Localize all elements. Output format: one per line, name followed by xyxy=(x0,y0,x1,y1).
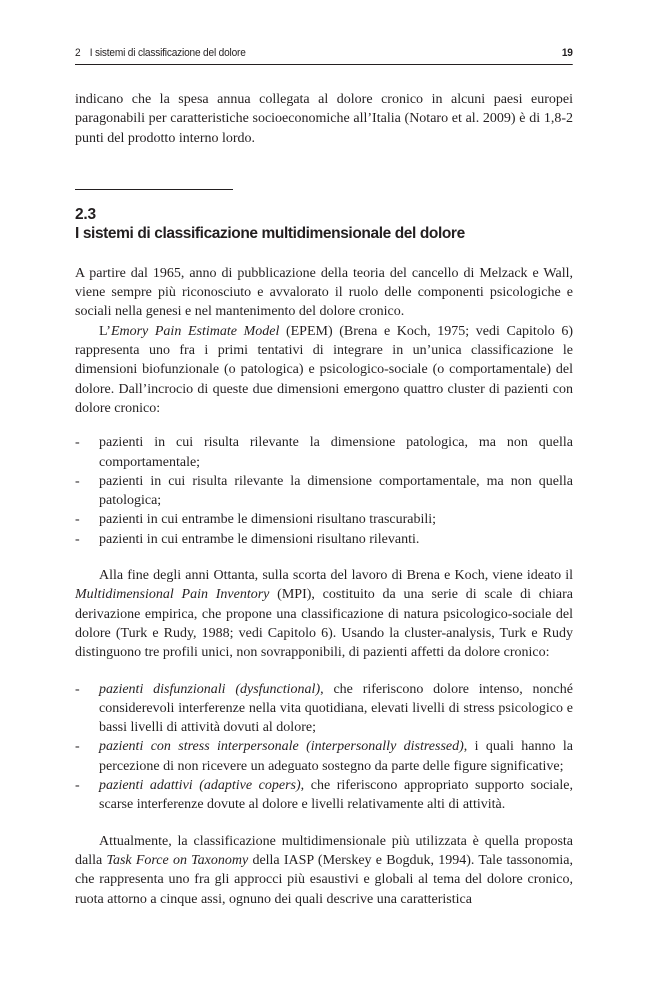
list-item-italic: pazienti con stress interpersonale (interpersonally distressed) xyxy=(99,739,464,755)
list-item-text: pazienti in cui risulta rilevante la dimensione patologica, ma non quella comportamentale; xyxy=(99,435,573,470)
cluster-list xyxy=(75,433,573,549)
list-marker: - xyxy=(75,739,80,755)
list-marker: - xyxy=(75,681,80,697)
paragraph-1: A partire dal 1965, anno di pubblicazione della teoria del cancello di Melzack e Wall, viene sempre più riconosciuto e avvalorato il ruolo delle componenti psicologiche e sociali nella genesi e nel mantenimento del dolore cronico. xyxy=(75,265,573,320)
chapter-number: 2 xyxy=(75,47,81,59)
list-marker: - xyxy=(75,435,80,451)
paragraph-4-rest: della IASP (Merskey e Bogduk, 1994). Tale tassonomia, che rappresenta uno fra gli approcci più esaustivi e globali al tema del dolore cronico, ruota attorno a cinque assi, ognuno dei quali descrive una caratteristica xyxy=(75,852,573,907)
section-divider xyxy=(75,189,233,190)
list-item xyxy=(75,472,573,511)
list-marker: - xyxy=(75,473,80,489)
list-item-text: pazienti in cui entrambe le dimensioni risultano trascurabili; xyxy=(99,512,437,528)
list-marker: - xyxy=(75,778,80,794)
paragraph-2-rest: (EPEM) (Brena e Koch, 1975; vedi Capitolo 6) rappresenta uno fra i primi tentativi di integrare in un’unica classificazione le dimensioni biofunzionale (o patologica) e psicologico-sociale (o comportamentale) del dolore. Dall’incrocio di queste due dimensioni emergono quattro cluster di pazienti con dolore cronico: xyxy=(75,323,573,416)
paragraph-2-lead: L’ xyxy=(99,323,111,339)
list-item-text: , i quali hanno la percezione di non ricevere un adeguato sostegno da parte delle figure significative; xyxy=(99,739,573,774)
paragraph-4-lead: Attualmente, la classificazione multidimensionale più utilizzata è quella proposta dalla xyxy=(75,833,573,868)
list-item-text: pazienti in cui risulta rilevante la dimensione comportamentale, ma non quella patologica; xyxy=(99,473,573,509)
running-head xyxy=(75,44,573,65)
profile-list xyxy=(75,680,573,815)
list-marker: - xyxy=(75,531,80,547)
paragraph-intro: indicano che la spesa annua collegata al dolore cronico in alcuni paesi europei paragonabili per caratteristiche socioeconomiche all’Italia (Notaro et al. 2009) è di 1,8-2 punti del prodotto interno lordo. xyxy=(75,92,573,146)
list-item xyxy=(75,510,573,529)
list-item xyxy=(75,680,573,738)
paragraph-3-italic: Multidimensional Pain Inventory xyxy=(75,587,270,603)
list-item-text: , che riferiscono appropriato supporto sociale, scarse interferenze dovute al dolore e livelli relativamente alti di attività. xyxy=(99,778,573,813)
paragraph-4-italic: Task Force on Taxonomy xyxy=(106,852,249,868)
paragraph-4 xyxy=(75,832,573,909)
paragraph-3-lead: Alla fine degli anni Ottanta, sulla scorta del lavoro di Brena e Koch, viene ideato il xyxy=(99,568,573,584)
paragraph-2 xyxy=(75,322,573,418)
chapter-title: I sistemi di classificazione del dolore xyxy=(89,47,246,59)
list-item xyxy=(75,433,573,472)
list-item-text: , che riferiscono dolore intenso, nonché considerevoli interferenze nella vita quotidiana, elevati livelli di stress psicologico e bassi livelli di attività dovuti al dolore; xyxy=(99,681,573,736)
main-text xyxy=(75,90,573,909)
paragraph-2-italic: Emory Pain Estimate Model xyxy=(110,323,280,339)
paragraph-3-rest: (MPI), costituito da una serie di scale di chiara derivazione empirica, che propone una classificazione di natura psicologico-sociale del dolore (Turk e Rudy, 1988; vedi Capitolo 6). Usando la cluster-analysis, Turk e Rudy distinguono tre profili unici, non sovrapponibili, di pazienti affetti da dolore cronico: xyxy=(75,587,573,661)
list-item xyxy=(75,530,573,549)
section-title: I sistemi di classificazione multidimensionale del dolore xyxy=(75,224,465,242)
page-number: 19 xyxy=(561,47,573,59)
list-marker: - xyxy=(75,512,80,528)
list-item-italic: pazienti adattivi (adaptive copers) xyxy=(99,778,301,794)
list-item xyxy=(75,737,573,776)
list-item xyxy=(75,776,573,815)
list-item-text: pazienti in cui entrambe le dimensioni risultano rilevanti. xyxy=(99,531,420,547)
section-number: 2.3 xyxy=(75,205,96,223)
paragraph-3 xyxy=(75,566,573,662)
list-item-italic: pazienti disfunzionali (dysfunctional) xyxy=(99,681,321,697)
